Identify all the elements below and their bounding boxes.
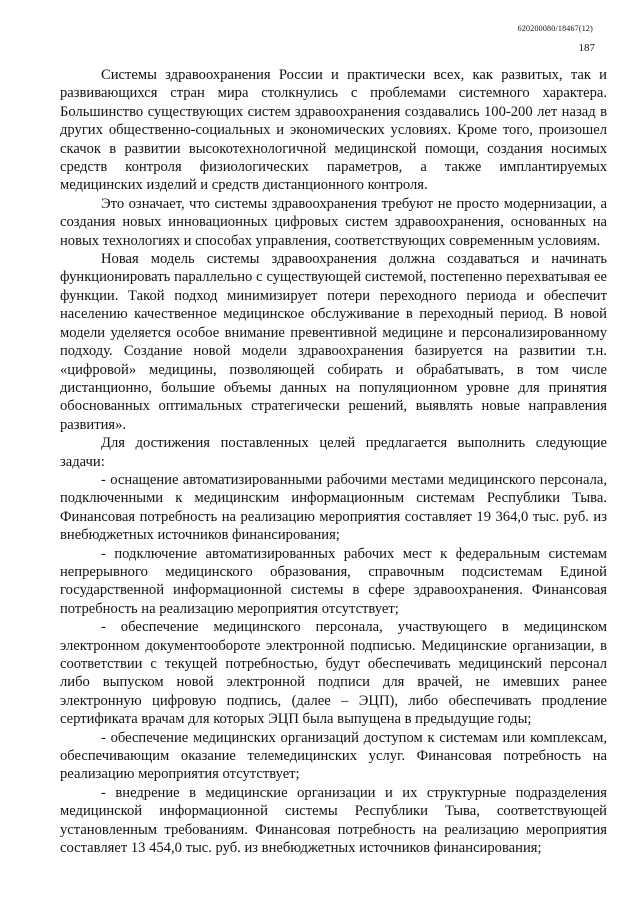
body-text <box>60 66 607 857</box>
list-item-digital-signature: - обеспечение медицинского персонала, участвующего в медицинском электронном документообороте электронной подписью. Медицинские организации, в соответствии с текущей потребностью, будут обеспечивать медицинский персонал либо выпуском новой электронной подписи для врачей, не имевших ранее электронную цифровую подпись, (далее – ЭЦП), либо обеспечивать продление сертификата врачам для которых ЭЦП была выпущена в предыдущие годы; <box>60 619 607 728</box>
paragraph-tasks-intro: Для достижения поставленных целей предлагается выполнить следующие задачи: <box>60 435 607 470</box>
paragraph-new-model: Новая модель системы здравоохранения должна создаваться и начинать функционировать параллельно с существующей системой, постепенно перехватывая ее функции. Такой подход минимизирует потери переходного периода и обеспечит населению качественное медицинское обслуживание в переходный период. В новой модели уделяется особое внимание превентивной медицине и персонализированному подходу. Создание новой модели здравоохранения базируется на развитии т.н. «цифровой» медицины, позволяющей собирать и обрабатывать, в том числе дистанционно, большие объемы данных на популяционном уровне для принятия обоснованных оптимальных стратегически решений, выявлять новые направления развития». <box>60 251 607 433</box>
list-item-federal-systems: - подключение автоматизированных рабочих мест к федеральным системам непрерывного медицинского образования, справочным подсистемам Единой государственной информационной системы в сфере здравоохранения. Финансовая потребность на реализацию мероприятия отсутствует; <box>60 545 607 617</box>
document-id: 620200080/18467(12) <box>517 24 593 33</box>
list-item-mis-implementation: - внедрение в медицинские организации и их структурные подразделения медицинской информационной системы Республики Тыва, соответствующей установленным требованиям. Финансовая потребность на реализацию мероприятия составляет 13 454,0 тыс. руб. из внебюджетных источников финансирования; <box>60 784 607 857</box>
paragraph-intro: Системы здравоохранения России и практически всех, как развитых, так и развивающихся стран мира столкнулись с проблемами системного характера. Большинство существующих систем здравоохранения создавались 100-200 лет назад в других общественно-социальных и экономических условиях. Кроме того, произошел скачок в развитии высокотехнологичной медицинской помощи, создания носимых средств контроля физиологических параметров, а также имплантируемых медицинских изделий и средств дистанционного контроля. <box>60 67 607 194</box>
list-item-workstations: - оснащение автоматизированными рабочими местами медицинского персонала, подключенными к медицинским информационным системам Республики Тыва. Финансовая потребность на реализацию мероприятия составляет 19 364,0 тыс. руб. из внебюджетных источников финансирования; <box>60 471 607 544</box>
paragraph-modernization: Это означает, что системы здравоохранения требуют не просто модернизации, а создания новых инновационных цифровых систем здравоохранения, основанных на новых технологиях и способах управления, соответствующих современным условиям. <box>60 195 607 249</box>
page-number: 187 <box>578 42 595 54</box>
list-item-telemedicine: - обеспечение медицинских организаций доступом к системам или комплексам, обеспечивающим оказание телемедицинских услуг. Финансовая потребность на реализацию мероприятия отсутствует; <box>60 729 607 783</box>
